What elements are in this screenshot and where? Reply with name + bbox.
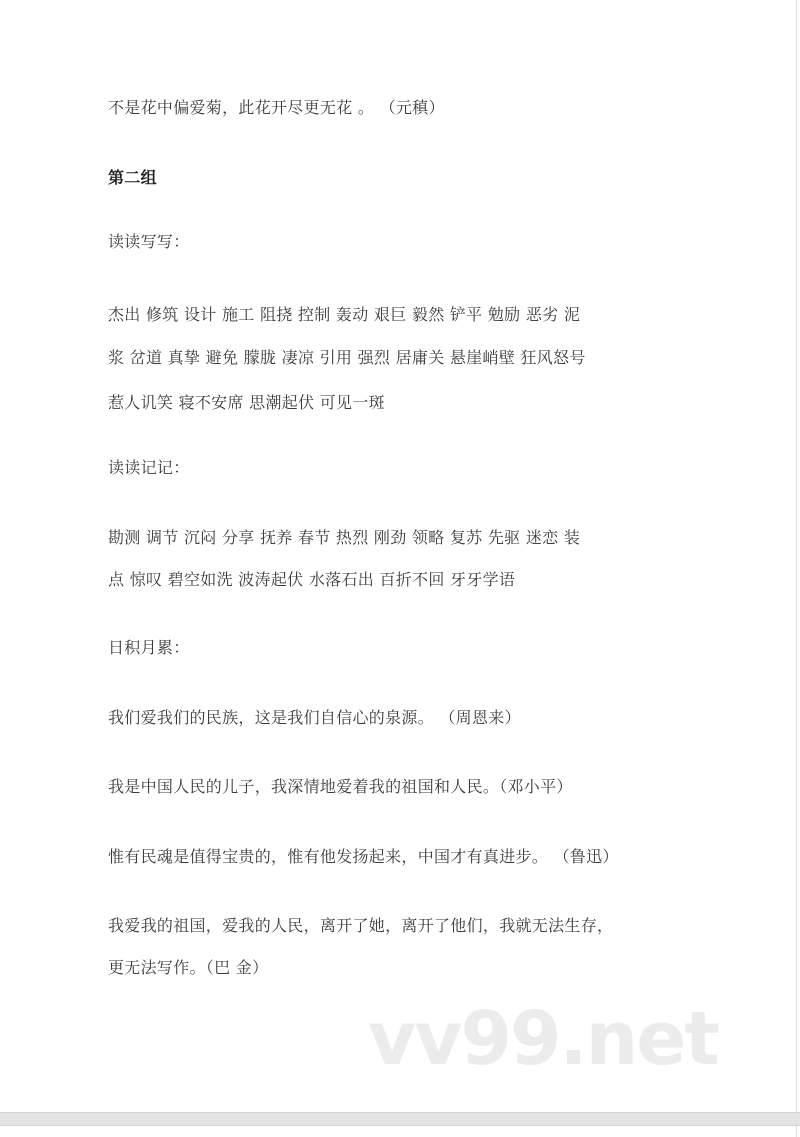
quote-line: 惟有民魂是值得宝贵的，惟有他发扬起来，中国才有真进步。 （鲁迅） [108, 847, 619, 866]
vocab-line: 浆 岔道 真挚 避免 朦胧 凄凉 引用 强烈 居庸关 悬崖峭壁 狂风怒号 [108, 348, 586, 367]
section-heading: 第二组 [108, 168, 157, 187]
vocab-line: 惹人讥笑 寝不安席 思潮起伏 可见一斑 [108, 393, 385, 412]
quote-line: 我爱我的祖国，爱我的人民，离开了她，离开了他们，我就无法生存， [108, 916, 614, 935]
subheading-read-remember: 读读记记： [108, 458, 190, 477]
vocab-line: 勘测 调节 沉闷 分享 抚养 春节 热烈 刚劲 领略 复苏 先驱 迷恋 装 [108, 528, 581, 547]
vocab-line: 点 惊叹 碧空如洗 波涛起伏 水落石出 百折不回 牙牙学语 [108, 570, 516, 589]
vocab-line: 杰出 修筑 设计 施工 阻挠 控制 轰动 艰巨 毅然 铲平 勉励 恶劣 泥 [108, 305, 581, 324]
quote-line: 我是中国人民的儿子，我深情地爱着我的祖国和人民。（邓小平） [108, 777, 573, 796]
subheading-daily: 日积月累： [108, 638, 190, 657]
quote-line: 我们爱我们的民族，这是我们自信心的泉源。 （周恩来） [108, 708, 521, 727]
quote-line: 更无法写作。（巴 金） [108, 958, 269, 977]
poem-line: 不是花中偏爱菊，此花开尽更无花 。 （元稹） [108, 98, 445, 117]
subheading-read-write: 读读写写： [108, 232, 190, 251]
next-page [0, 1126, 797, 1137]
page-separator [0, 1112, 800, 1126]
watermark: vv99.net [368, 996, 718, 1082]
